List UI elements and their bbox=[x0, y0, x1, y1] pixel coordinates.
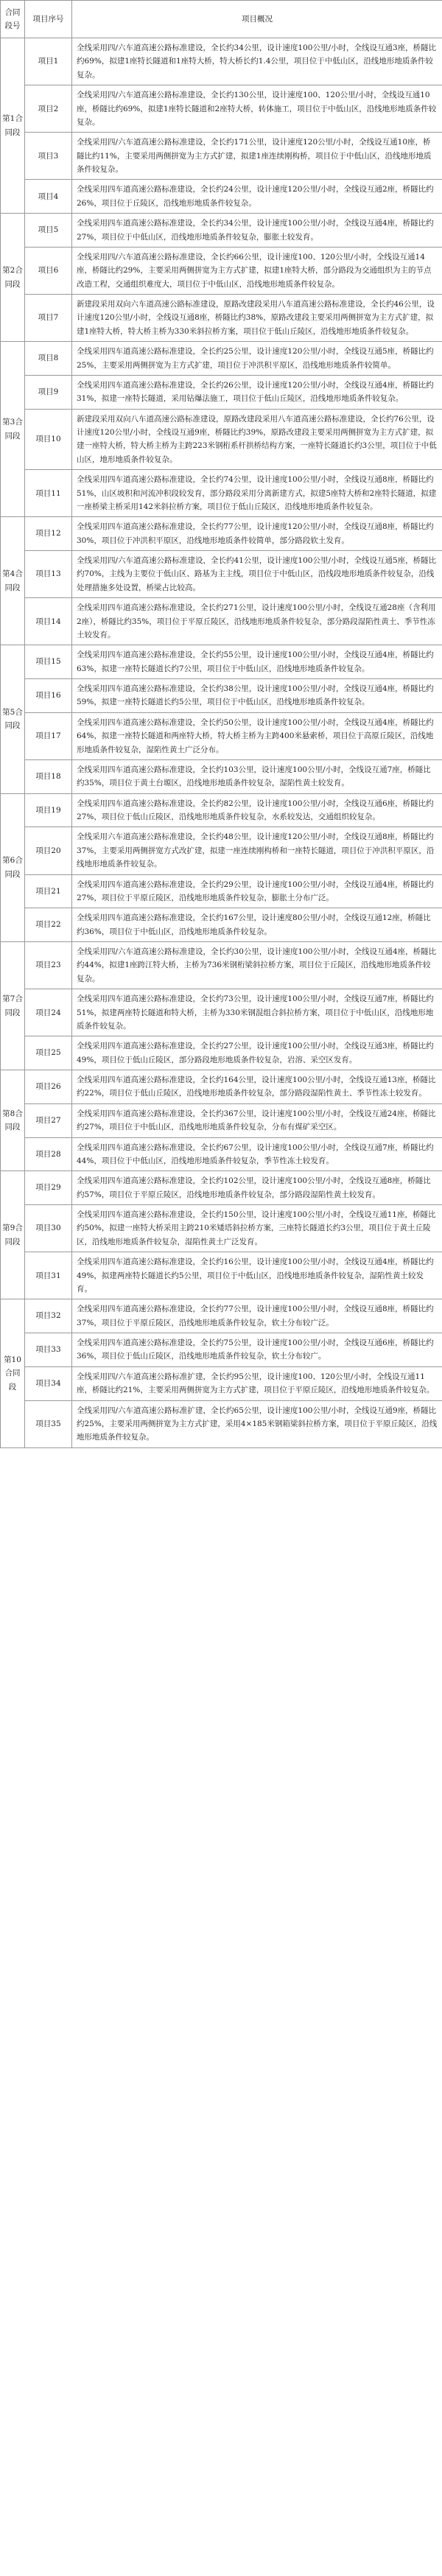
project-number: 项目28 bbox=[25, 1137, 72, 1171]
project-overview: 全线采用四车道高速公路标准建设，全长约24公里，设计速度120公里/小时，全线设互通2座，桥隧比约26%，项目位于丘陵区，沿线地形地质条件较复杂。 bbox=[72, 180, 442, 214]
header-project-no: 项目序号 bbox=[25, 1, 72, 38]
project-number: 项目15 bbox=[25, 645, 72, 679]
project-number: 项目17 bbox=[25, 712, 72, 759]
table-row bbox=[1, 827, 442, 874]
project-overview: 全线采用四车道高速公路标准建设，全长约167公里，设计速度80公里/小时，全线设互通12座，桥隧比约36%，项目位于中低山区，沿线地形地质条件较复杂。 bbox=[72, 908, 442, 942]
project-number: 项目12 bbox=[25, 517, 72, 551]
project-overview: 全线采用四车道高速公路标准建设，全长约27公里，设计速度100公里/小时，全线设互通3座，桥隧比约49%，项目位于低山丘陵区，部分路段地形地质条件较复杂，岩溶、采空区发育。 bbox=[72, 1036, 442, 1070]
project-number: 项目26 bbox=[25, 1070, 72, 1104]
block-number: 第3合同段 bbox=[1, 342, 25, 517]
table-row bbox=[1, 85, 442, 133]
block-number: 第2合同段 bbox=[1, 214, 25, 342]
block-number: 第9合同段 bbox=[1, 1171, 25, 1299]
block-number: 第1合同段 bbox=[1, 38, 25, 214]
table-row bbox=[1, 517, 442, 551]
project-overview: 全线采用四车道高速公路标准建设，全长约271公里，设计速度100公里/小时，全线设互通28座（含利用2座），桥隧比约35%，项目位于平原丘陵区，沿线地形地质条件较复杂，部分路段湿陷性黄土、季节性冻土较发育。 bbox=[72, 598, 442, 645]
table-row bbox=[1, 1299, 442, 1333]
project-number: 项目35 bbox=[25, 1400, 72, 1447]
table-row bbox=[1, 342, 442, 376]
header-overview: 项目概况 bbox=[72, 1, 442, 38]
project-overview: 全线采用四/六车道高速公路标准建设，全长约34公里，设计速度100公里/小时，全线设互通3座，桥隧比约69%，拟建1座特长隧道和1座特大桥，特大桥长约1.4公里，项目位于中低山区，沿线地形地质条件较复杂。 bbox=[72, 38, 442, 85]
project-overview: 全线采用四车道高速公路标准建设，全长约75公里，设计速度100公里/小时，全线设互通6座，桥隧比约36%，项目位于低山丘陵区，沿线地形地质条件较复杂，软土分布较广。 bbox=[72, 1333, 442, 1367]
project-number: 项目4 bbox=[25, 180, 72, 214]
table-row bbox=[1, 712, 442, 759]
project-number: 项目19 bbox=[25, 793, 72, 827]
table-row bbox=[1, 38, 442, 85]
project-overview: 全线采用四车道高速公路标准建设，全长约164公里，设计速度100公里/小时，全线设互通13座，桥隧比约22%，项目位于低山丘陵区，沿线地形地质条件较复杂，部分路段湿陷性黄土、季节性冻土较发育。 bbox=[72, 1070, 442, 1104]
project-number: 项目9 bbox=[25, 375, 72, 409]
table-row bbox=[1, 1366, 442, 1400]
project-number: 项目7 bbox=[25, 295, 72, 342]
project-overview: 全线采用四车道高速公路标准建设，全长约34公里，设计速度100公里/小时，全线设互通4座，桥隧比约27%，项目位于中低山区，沿线地形地质条件较复杂，膨胀土较发育。 bbox=[72, 214, 442, 248]
project-number: 项目10 bbox=[25, 409, 72, 470]
project-overview: 全线采用四车道高速公路标准建设，全长约16公里，设计速度100公里/小时，全线设互通4座，桥隧比约49%，拟建两座特长隧道长约5公里，项目位于中低山区，沿线地形地质条件较复杂，湿陷性黄土较发育。 bbox=[72, 1252, 442, 1299]
project-number: 项目6 bbox=[25, 247, 72, 294]
table-row bbox=[1, 375, 442, 409]
project-number: 项目34 bbox=[25, 1366, 72, 1400]
project-overview: 全线采用四/六车道高速公路标准建设，全长约30公里，设计速度100公里/小时，全线设互通4座，桥隧比约44%，拟建1座跨江特大桥，主桥为736米钢桁梁斜拉桥方案，项目位于丘陵区，沿线地形地质条件较复杂。 bbox=[72, 942, 442, 989]
table-header-row bbox=[1, 1, 442, 38]
project-number: 项目24 bbox=[25, 989, 72, 1036]
table-row bbox=[1, 1252, 442, 1299]
project-overview: 全线采用四车道高速公路标准建设，全长约102公里，设计速度100公里/小时，全线设互通8座，桥隧比约57%，项目位于平原丘陵区，沿线地形地质条件较复杂，部分路段湿陷性黄土较发育。 bbox=[72, 1171, 442, 1205]
project-number: 项目2 bbox=[25, 85, 72, 133]
table-row bbox=[1, 989, 442, 1036]
project-number: 项目30 bbox=[25, 1205, 72, 1252]
project-overview: 全线采用六车道高速公路标准建设，全长约48公里，设计速度120公里/小时，全线设互通8座，桥隧比约37%，主要采用两侧拼宽方式改扩建，拟建一座连续刚构桥和一座特长隧道，项目位于冲洪积平原区，沿线地形地质条件较复杂。 bbox=[72, 827, 442, 874]
project-overview: 全线采用四车道高速公路标准建设，全长约73公里，设计速度100公里/小时，全线设互通7座，桥隧比约51%，拟建两座特长隧道和特大桥，主桥为330米钢混组合斜拉桥方案，项目位于中低山区，沿线地形地质条件较复杂。 bbox=[72, 989, 442, 1036]
table-row bbox=[1, 133, 442, 180]
project-overview: 全线采用四车道高速公路标准建设，全长约50公里，设计速度100公里/小时，全线设互通4座，桥隧比约64%，拟建一座特长隧道和两座特大桥，特大桥主桥为主跨400米悬索桥，项目位于高原丘陵区，沿线地形地质条件较复杂，湿陷性黄土广泛分布。 bbox=[72, 712, 442, 759]
project-overview: 全线采用四/六车道高速公路标准建设，全长约66公里，设计速度100、120公里/小时，全线设互通14座，桥隧比约29%，主要采用两侧拼宽为主方式扩建，拟建1座特大桥，部分路段为交通组织为主的节点改造工程，交通组织难度大，项目位于中低山区，沿线地形地质条件较复杂。 bbox=[72, 247, 442, 294]
table-row bbox=[1, 409, 442, 470]
project-number: 项目29 bbox=[25, 1171, 72, 1205]
project-overview: 全线采用四车道高速公路标准建设，全长约26公里，设计速度120公里/小时，全线设互通4座，桥隧比约31%，拟建一座特长隧道，采用钻爆法施工，项目位于低山丘陵区，沿线地形地质条件较复杂。 bbox=[72, 375, 442, 409]
table-row bbox=[1, 908, 442, 942]
table-row bbox=[1, 598, 442, 645]
table-row bbox=[1, 645, 442, 679]
project-number: 项目25 bbox=[25, 1036, 72, 1070]
table-row bbox=[1, 1400, 442, 1447]
project-overview: 全线采用四车道高速公路标准建设，全长约67公里，设计速度100公里/小时，全线设互通7座，桥隧比约44%，项目位于中低山区，沿线地形地质条件较复杂，季节性冻土较发育。 bbox=[72, 1137, 442, 1171]
project-number: 项目21 bbox=[25, 874, 72, 908]
project-overview: 全线采用四车道高速公路标准建设，全长约82公里，设计速度100公里/小时，全线设互通6座，桥隧比约27%，项目位于低山丘陵区，沿线地形地质条件较复杂，水系较发达，交通组织较复杂。 bbox=[72, 793, 442, 827]
project-overview: 全线采用四车道高速公路标准建设，全长约25公里，设计速度120公里/小时，全线设互通5座，桥隧比约25%，主要采用两侧拼宽为主方式扩建，项目位于冲洪积平原区，沿线地形地质条件较简单。 bbox=[72, 342, 442, 376]
project-number: 项目1 bbox=[25, 38, 72, 85]
block-number: 第5合同段 bbox=[1, 645, 25, 793]
project-number: 项目16 bbox=[25, 679, 72, 713]
project-overview: 全线采用四车道高速公路标准建设，全长约38公里，设计速度100公里/小时，全线设互通4座，桥隧比约59%，拟建一座特长隧道长约5公里，项目位于中低山区，沿线地形地质条件较复杂。 bbox=[72, 679, 442, 713]
block-number: 第6合同段 bbox=[1, 793, 25, 941]
project-overview: 全线采用四车道高速公路标准建设，全长约55公里，设计速度100公里/小时，全线设互通4座，桥隧比约63%，拟建一座特长隧道长约7公里，项目位于中低山区，沿线地形地质条件较复杂。 bbox=[72, 645, 442, 679]
project-number: 项目3 bbox=[25, 133, 72, 180]
project-overview: 全线采用四/六车道高速公路标准建设，全长约130公里，设计速度100、120公里/小时，全线设互通10座，桥隧比约69%，拟建1座特长隧道和2座特大桥，转体施工，项目位于中低山区，沿线地形地质条件较复杂。 bbox=[72, 85, 442, 133]
project-overview: 全线采用四车道高速公路标准建设，全长约103公里，设计速度100公里/小时，全线设互通7座，桥隧比约35%，项目位于黄土台塬区，沿线地形地质条件较复杂，湿陷性黄土较发育。 bbox=[72, 759, 442, 793]
project-overview: 全线采用四车道高速公路标准建设，全长约367公里，设计速度100公里/小时，全线设互通24座，桥隧比约27%，项目位于中低山区，沿线地形地质条件较复杂，分布有煤矿采空区。 bbox=[72, 1103, 442, 1137]
project-overview: 全线采用四车道高速公路标准建设，全长约77公里，设计速度100公里/小时，全线设互通8座，桥隧比约37%，项目位于平原丘陵区，沿线地形地质条件较复杂，软土分布较广泛。 bbox=[72, 1299, 442, 1333]
table-row bbox=[1, 679, 442, 713]
project-overview: 全线采用四车道高速公路标准建设，全长约150公里，设计速度100公里/小时，全线设互通11座，桥隧比约50%，拟建一座特大桥采用主跨210米矮塔斜拉桥方案，三座特长隧道长约3公里，项目位于黄土丘陵区，沿线地形地质条件较复杂，湿陷性黄土广泛发育。 bbox=[72, 1205, 442, 1252]
table-row bbox=[1, 1070, 442, 1104]
project-number: 项目14 bbox=[25, 598, 72, 645]
table-row bbox=[1, 1171, 442, 1205]
table-row bbox=[1, 247, 442, 294]
project-overview: 新建段采用双向八车道高速公路标准建设，原路改建段采用八车道高速公路标准建设，全长约76公里，设计速度120公里/小时，全线设互通9座，桥隧比约39%，原路改建段主要采用两侧拼宽为主方式扩建，拟建一座特大桥，特大桥主桥为主跨223米钢桁系杆拱桥结构方案，一座特长隧道长约3公里，项目位于中低山区，地形地质条件较复杂。 bbox=[72, 409, 442, 470]
table-row bbox=[1, 1205, 442, 1252]
project-overview: 全线采用四/六车道高速公路标准建设，全长约171公里，设计速度120公里/小时，全线设互通10座，桥隧比约11%，主要采用两侧拼宽为主方式扩建，拟建1座连续刚构桥，项目位于中低山区，沿线地形地质条件较复杂。 bbox=[72, 133, 442, 180]
table-row bbox=[1, 1103, 442, 1137]
table-row bbox=[1, 1036, 442, 1070]
project-number: 项目8 bbox=[25, 342, 72, 376]
table-row bbox=[1, 793, 442, 827]
project-number: 项目23 bbox=[25, 942, 72, 989]
project-number: 项目5 bbox=[25, 214, 72, 248]
block-number: 第7合同段 bbox=[1, 942, 25, 1070]
table-row bbox=[1, 1137, 442, 1171]
project-overview: 全线采用四/六车道高速公路标准扩建，全长约95公里，设计速度100、120公里/小时，全线设互通11座，桥隧比约21%，主要采用两侧拼宽为主方式扩建，项目位于平原丘陵区，沿线地形地质条件较复杂。 bbox=[72, 1366, 442, 1400]
project-number: 项目18 bbox=[25, 759, 72, 793]
block-number: 第8合同段 bbox=[1, 1070, 25, 1171]
project-number: 项目32 bbox=[25, 1299, 72, 1333]
table-row bbox=[1, 942, 442, 989]
table-row bbox=[1, 551, 442, 598]
project-overview: 全线采用四/六车道高速公路标准建设，全长约41公里，设计速度100公里/小时，全线设互通5座，桥隧比约70%，主线为主要位于低山区、路基为主主线，项目位于中低山区，沿线段地形地质条件较复杂，沿线处理措施多处设置，桥梁占比较高。 bbox=[72, 551, 442, 598]
project-number: 项目33 bbox=[25, 1333, 72, 1367]
table-row bbox=[1, 1333, 442, 1367]
table-row bbox=[1, 470, 442, 517]
block-number: 第10合同段 bbox=[1, 1299, 25, 1447]
project-overview: 全线采用四车道高速公路标准建设，全长约77公里，设计速度120公里/小时，全线设互通8座，桥隧比约30%，项目位于冲洪积平原区，沿线地形地质条件较简单，部分路段软土发育。 bbox=[72, 517, 442, 551]
project-overview: 全线采用四车道高速公路标准建设，全长约29公里，设计速度100公里/小时，全线设互通4座，桥隧比约27%，项目位于平原丘陵区，沿线地形地质条件较复杂，膨胀土分布广泛。 bbox=[72, 874, 442, 908]
block-number: 第4合同段 bbox=[1, 517, 25, 645]
project-overview: 新建段采用双向六车道高速公路标准建设，原路改建段采用八车道高速公路标准建设，全长约46公里，设计速度120公里/小时，全线设互通8座，桥隧比约38%，原路改建段主要采用两侧拼宽为主方式扩建，拟建1座特大桥，特大桥主桥为330米斜拉桥方案，项目位于低山丘陵区，沿线地形地质条件较复杂。 bbox=[72, 295, 442, 342]
table-row bbox=[1, 759, 442, 793]
table-row bbox=[1, 874, 442, 908]
table-row bbox=[1, 295, 442, 342]
project-overview: 全线采用四/六车道高速公路标准扩建，全长约65公里，设计速度100公里/小时，全线设互通9座，桥隧比约25%，主要采用两侧拼宽为主方式扩建，采用4×185米钢箱梁斜拉桥方案，项目位于平原丘陵区，沿线地形地质条件较复杂。 bbox=[72, 1400, 442, 1447]
project-overview: 全线采用四车道高速公路标准建设，全长约74公里，设计速度100公里/小时，全线设互通8座，桥隧比约51%，山区坡积和河流冲积段较发育，部分路段采用分离新建方式，拟建5座特大桥和2座特长隧道，拟建一座桥梁主桥采用142米斜拉桥方案，项目位于低山丘陵区，沿线地形地质条件较复杂。 bbox=[72, 470, 442, 517]
project-number: 项目11 bbox=[25, 470, 72, 517]
table-body bbox=[1, 38, 442, 1448]
header-block: 合同段号 bbox=[1, 1, 25, 38]
table-row bbox=[1, 214, 442, 248]
project-number: 项目31 bbox=[25, 1252, 72, 1299]
project-number: 项目20 bbox=[25, 827, 72, 874]
project-number: 项目13 bbox=[25, 551, 72, 598]
table-row bbox=[1, 180, 442, 214]
project-number: 项目22 bbox=[25, 908, 72, 942]
project-number: 项目27 bbox=[25, 1103, 72, 1137]
